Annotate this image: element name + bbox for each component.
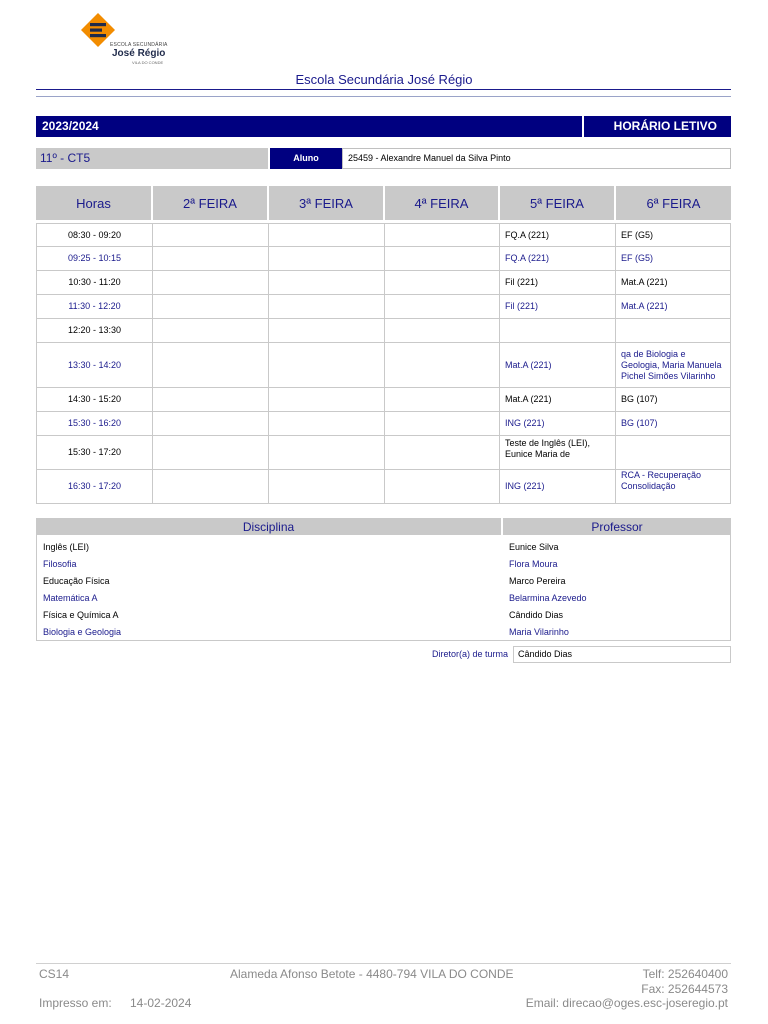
schedule-cell: Fil (221) <box>500 295 616 319</box>
time-cell: 13:30 - 14:20 <box>36 343 153 388</box>
header-hours: Horas <box>36 186 153 220</box>
footer-fax: Fax: 252644573 <box>641 982 728 996</box>
schedule-cell <box>153 319 269 343</box>
schedule-cell <box>500 319 616 343</box>
header-friday: 6ª FEIRA <box>616 186 731 220</box>
schedule-cell <box>153 271 269 295</box>
professor-name: Cândido Dias <box>503 606 731 623</box>
schedule-cell: FQ.A (221) <box>500 223 616 247</box>
schedule-cell: EF (G5) <box>616 247 731 271</box>
schedule-cell <box>269 295 385 319</box>
header-divider <box>36 89 731 90</box>
schedule-cell: BG (107) <box>616 388 731 412</box>
footer-phone: Telf: 252640400 <box>642 967 728 981</box>
time-cell: 08:30 - 09:20 <box>36 223 153 247</box>
footer-code: CS14 <box>39 967 70 981</box>
schedule-cell <box>385 470 500 504</box>
time-cell: 12:20 - 13:30 <box>36 319 153 343</box>
schedule-cell <box>385 412 500 436</box>
schedule-cell <box>153 295 269 319</box>
schedule-row <box>36 223 731 247</box>
school-year: 2023/2024 <box>36 116 582 137</box>
time-cell: 10:30 - 11:20 <box>36 271 153 295</box>
discipline-name: Filosofia <box>36 555 501 572</box>
schedule-cell: FQ.A (221) <box>500 247 616 271</box>
student-label: Aluno <box>270 148 342 169</box>
director-value: Cândido Dias <box>513 646 731 663</box>
schedule-cell <box>269 470 385 504</box>
schedule-cell <box>153 470 269 504</box>
school-logo <box>80 12 168 66</box>
director-label: Diretor(a) de turma <box>431 649 508 659</box>
footer-divider <box>36 963 731 964</box>
schedule-cell <box>269 436 385 470</box>
schedule-cell: RCA - Recuperação Consolidação <box>616 470 731 504</box>
logo-line2: José Régio <box>112 48 166 59</box>
schedule-cell <box>269 388 385 412</box>
time-cell: 16:30 - 17:20 <box>36 470 153 504</box>
schedule-row <box>36 412 731 436</box>
discipline-name: Biologia e Geologia <box>36 623 501 641</box>
footer-email: Email: direcao@oges.esc-joseregio.pt <box>525 996 728 1010</box>
schedule-row <box>36 388 731 412</box>
schedule-row <box>36 470 731 504</box>
schedule-cell <box>385 388 500 412</box>
schedule-cell <box>385 343 500 388</box>
professor-name: Belarmina Azevedo <box>503 589 731 606</box>
footer-printed-date: 14-02-2024 <box>130 996 192 1010</box>
schedule-row <box>36 436 731 470</box>
professor-name: Marco Pereira <box>503 572 731 589</box>
header-wednesday: 4ª FEIRA <box>385 186 500 220</box>
document-title: HORÁRIO LETIVO <box>584 116 731 137</box>
professor-name: Eunice Silva <box>503 535 731 555</box>
discipline-name: Matemática A <box>36 589 501 606</box>
schedule-cell <box>385 436 500 470</box>
discipline-name: Física e Química A <box>36 606 501 623</box>
class-name: 11º - CT5 <box>36 148 268 169</box>
time-cell: 14:30 - 15:20 <box>36 388 153 412</box>
schedule-cell: Teste de Inglês (LEI), Eunice Maria de <box>500 436 616 470</box>
discipline-row <box>36 589 731 606</box>
schedule-cell: BG (107) <box>616 412 731 436</box>
schedule-cell: ING (221) <box>500 412 616 436</box>
schedule-cell <box>269 319 385 343</box>
discipline-row <box>36 606 731 623</box>
schedule-cell <box>153 343 269 388</box>
school-name: Escola Secundária José Régio <box>295 72 473 87</box>
logo-line3: VILA DO CONDE <box>132 60 164 65</box>
time-cell: 11:30 - 12:20 <box>36 295 153 319</box>
footer-address: Alameda Afonso Betote - 4480-794 VILA DO CONDE <box>230 967 514 981</box>
discipline-name: Inglês (LEI) <box>36 535 501 555</box>
schedule-cell: Mat.A (221) <box>500 343 616 388</box>
discipline-row <box>36 572 731 589</box>
schedule-cell <box>385 295 500 319</box>
discipline-name: Educação Física <box>36 572 501 589</box>
schedule-header-row <box>36 186 731 220</box>
schedule-cell <box>616 436 731 470</box>
schedule-cell <box>385 223 500 247</box>
header-disciplina: Disciplina <box>36 518 501 535</box>
student-value: 25459 - Alexandre Manuel da Silva Pinto <box>342 148 731 169</box>
header-tuesday: 3ª FEIRA <box>269 186 385 220</box>
discipline-row <box>36 535 731 555</box>
schedule-cell <box>153 388 269 412</box>
schedule-cell <box>153 247 269 271</box>
schedule-cell: qa de Biologia e Geologia, Maria Manuela Pichel Simões Vilarinho <box>616 343 731 388</box>
header-thursday: 5ª FEIRA <box>500 186 616 220</box>
schedule-cell <box>616 319 731 343</box>
header-monday: 2ª FEIRA <box>153 186 269 220</box>
schedule-row <box>36 247 731 271</box>
discipline-table <box>36 518 731 641</box>
professor-name: Flora Moura <box>503 555 731 572</box>
schedule-cell <box>153 223 269 247</box>
schedule-row <box>36 295 731 319</box>
schedule-cell <box>269 223 385 247</box>
schedule-table <box>36 186 731 504</box>
schedule-cell <box>385 247 500 271</box>
title-bar <box>36 116 731 137</box>
logo-line1: ESCOLA SECUNDÁRIA <box>110 42 168 48</box>
schedule-row <box>36 319 731 343</box>
class-info <box>36 148 731 169</box>
header-professor: Professor <box>503 518 731 535</box>
schedule-cell: Mat.A (221) <box>616 271 731 295</box>
schedule-cell <box>153 436 269 470</box>
schedule-cell <box>385 271 500 295</box>
schedule-cell <box>269 343 385 388</box>
schedule-cell <box>269 412 385 436</box>
schedule-cell <box>269 271 385 295</box>
schedule-cell <box>153 412 269 436</box>
time-cell: 15:30 - 17:20 <box>36 436 153 470</box>
footer-printed-label: Impresso em: <box>39 996 112 1010</box>
schedule-cell: Mat.A (221) <box>616 295 731 319</box>
schedule-row <box>36 343 731 388</box>
time-cell: 09:25 - 10:15 <box>36 247 153 271</box>
professor-name: Maria Vilarinho <box>503 623 731 641</box>
schedule-cell <box>269 247 385 271</box>
header-divider-secondary <box>36 96 731 97</box>
discipline-header-row <box>36 518 731 535</box>
schedule-cell: Mat.A (221) <box>500 388 616 412</box>
schedule-cell: ING (221) <box>500 470 616 504</box>
discipline-row <box>36 555 731 572</box>
schedule-cell: EF (G5) <box>616 223 731 247</box>
schedule-cell: Fil (221) <box>500 271 616 295</box>
schedule-cell <box>385 319 500 343</box>
time-cell: 15:30 - 16:20 <box>36 412 153 436</box>
discipline-row <box>36 623 731 641</box>
schedule-row <box>36 271 731 295</box>
